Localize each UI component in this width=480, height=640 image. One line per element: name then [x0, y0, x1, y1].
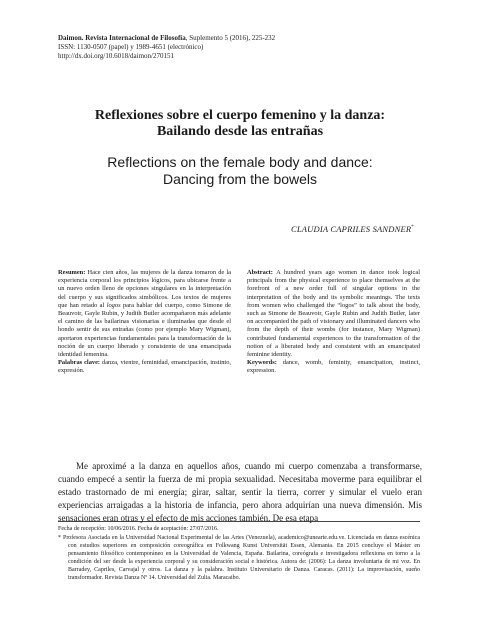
body-paragraph: Me aproximé a la danza en aquellos años, cuando mi cuerpo comenzaba a transformarse, cuando empecé a sentir la fuerza de mi propia sexualidad. Necesitaba moverme para equilibrar el estado trastornado de mi energía; girar, saltar, sentir la tierra, correr y simular el vuelo eran experiencias arraigadas a la historia de infancia, pero ahora adquirían una nueva dimensión. Mis sensaciones eran otras y el efecto de mis acciones también. De esa etapa	[58, 461, 422, 523]
abstracts	[58, 269, 420, 376]
resumen-text-2: para hablar del cuerpo, como Simone de Beauvoir, Gayle Rubin, y Judith Butler acompañaron más adelante el camino de las bailarinas visionarias e iluminadas que desde el hondo sentir de sus entrañas (como por ejemplo Mary Wigman), aportaron experiencias fundamentales para la transformación de la noción de un cuerpo liberado y consistente de una emancipada identidad femenina.	[58, 301, 231, 359]
title-english-line-2: Dancing from the bowels	[162, 171, 318, 187]
footnotes	[58, 525, 420, 582]
reception-dates: Fecha de recepción: 10/06/2016. Fecha de aceptación: 27/07/2016.	[58, 526, 219, 532]
journal-issn: ISSN: 1130-0507 (papel) y 1989-4651 (electrónico)	[58, 43, 204, 51]
resumen-paragraph	[58, 269, 231, 359]
resumen-logos: logos	[106, 301, 121, 309]
title-english	[40, 154, 440, 188]
body-text	[58, 460, 422, 525]
abstract-column	[247, 269, 420, 376]
resumen-keywords-label: Palabras clave:	[58, 359, 101, 367]
abstract-keywords-text: dance, womb, feminity, emancipation, instinct, expression.	[247, 359, 420, 375]
resumen-column	[58, 269, 231, 376]
abstract-keywords	[247, 359, 420, 375]
resumen-text: Hace cien años, las mujeres de la danza tomaron de la experiencia corporal los principios lógicos, para ubicarse frente a un nuevo orden lleno de opciones singulares en la interpretación del cuerpo y sus significados simbólicos. Los textos de mujeres que han retado al	[58, 269, 231, 309]
abstract-text: A hundred years ago women in dance took logical principals from the physical experience to place themselves at the forefront of a new order full of singular options in the interpretation of the body and its symbolic meanings. The texts from women who challenged the “logos” to talk about the body, such as Simone de Beauvoir, Gayle Rubin and Judith Butler, later on accompanied the path of visionary and illuminated dancers who from the depth of their wombs (for instance, Mary Wigman) contributed fundamental experiences to the transformation of the notion of a liberated body and consistent with an emancipated feminine identity.	[247, 269, 420, 359]
title-english-line-1: Reflections on the female body and dance:	[107, 154, 373, 170]
abstract-keywords-label: Keywords:	[247, 359, 277, 367]
journal-issue: , Suplemento 5 (2016), 225-232	[185, 34, 276, 42]
author-footnote-mark: *	[411, 225, 414, 231]
abstract-label: Abstract:	[247, 269, 273, 276]
author-name-text: CLAUDIA CAPRILES SANDNER	[290, 224, 412, 234]
journal-header	[58, 34, 438, 61]
resumen-keywords	[58, 359, 231, 375]
title-spanish	[40, 108, 440, 140]
journal-citation	[58, 34, 438, 43]
title-spanish-line-2: Bailando desde las entrañas	[156, 124, 324, 139]
resumen-label: Resumen:	[58, 269, 86, 276]
resumen-keywords-text: danza, vientre, feminidad, emancipación, instinto, expresión.	[58, 359, 231, 375]
author-footnote: * Profesora Asociada en la Universidad Nacional Experimental de las Artes (Venezuela), academico@unearte.edu.ve. Licenciada en danza escénica con estudios superiores en composición coreográfica en Folkwang Kunst Universität Essen, Alemania. En 2015 concluye el Máster en pensamiento filosófico contemporáneo en la Universidad de Valencia, España. Bailarina, coreógrafa e investigadora reflexiona en torno a la condición del ser desde la experiencia corporal y su consideración social e histórica. Autora de: (2006): La danza involuntaria de mi voz. En Barradey, Capriles, Carvajal y otros. La danza y la palabra. Instituto Universitario de Danza. Caracas. (2011): La improvisación, sueño transformador. Revista Danza Nº 14. Universidad del Zulia. Maracaibo.	[58, 535, 420, 581]
journal-name: Daimon. Revista Internacional de Filosofía	[58, 34, 186, 42]
abstract-paragraph	[247, 269, 420, 359]
journal-doi[interactable]: http://dx.doi.org/10.6018/daimon/270151	[58, 52, 174, 60]
title-spanish-line-1: Reflexiones sobre el cuerpo femenino y la danza:	[94, 108, 386, 123]
footnote-divider	[58, 521, 420, 522]
author-name	[291, 224, 414, 234]
